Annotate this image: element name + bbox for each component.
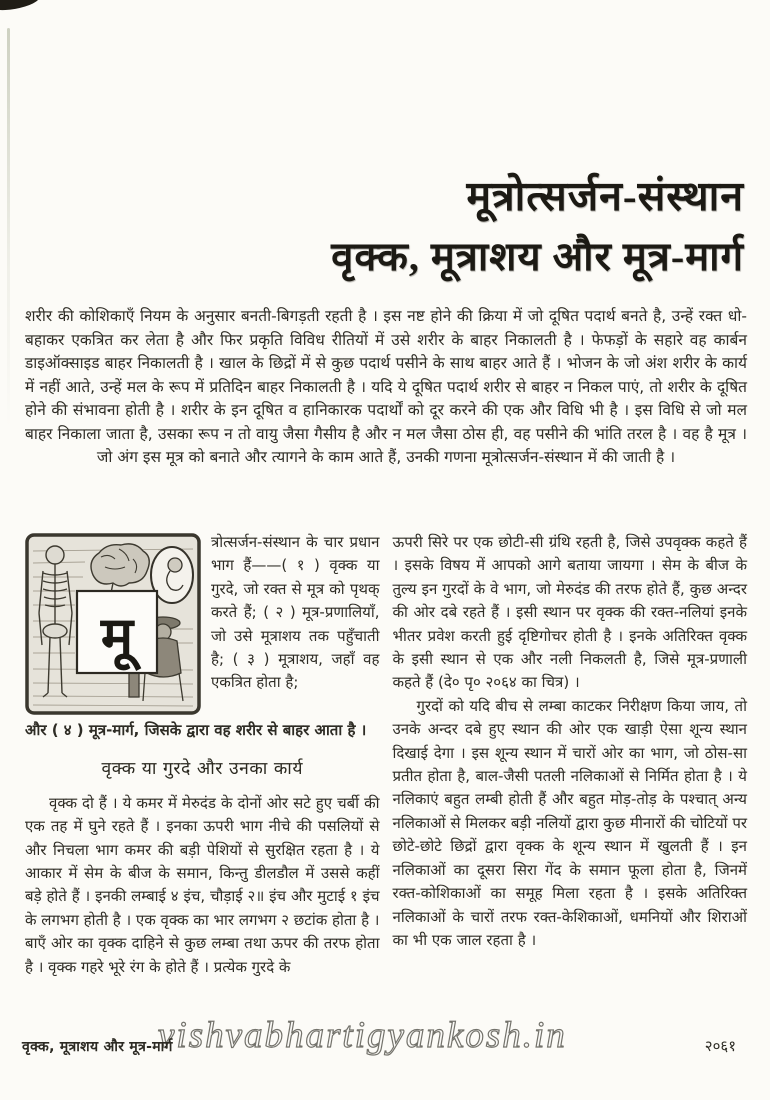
intro-paragraph: शरीर की कोशिकाएँ नियम के अनुसार बनती-बिगड़ती रहती है । इस नष्ट होने की क्रिया में जो दूषित पदार्थ बनते है, उन्हें रक्त धो-बहाकर एकत्रित कर लेता है और फिर प्रकृति विविध रीतियों में उसे शरीर के बाहर निकालती है । फेफड़ों के सहारे वह कार्बन डाइऑक्साइड बाहर निकालती है । खाल के छिद्रों में से कुछ पदार्थ पसीने के साथ बाहर आते हैं । भोजन के जो अंश शरीर के कार्य में नहीं आते, उन्हें मल के रूप में प्रतिदिन बाहर निकालती है । यदि ये दूषित पदार्थ शरीर से बाहर न निकल पाएं, तो शरीर के दूषित होने की संभावना होती है । शरीर के इन दूषित व हानिकारक पदार्थों को दूर करने की एक और विधि भी है । इस विधि से जो मल बाहर निकाला जाता है, उसका रूप न तो वायु जैसा गैसीय है और न मल जैसा ठोस ही, वह पसीने की भांति तरल है । वह है मूत्र । जो अंग इस मूत्र को बनाते और त्यागने के काम आते हैं, उनकी गणना मूत्रोत्सर्जन-संस्थान में की जाती है । bbox=[25, 307, 747, 466]
right-column-paragraph-2: गुरदों को यदि बीच से लम्बा काटकर निरीक्षण किया जाय, तो उनके अन्दर दबे हुए स्थान की ओर एक खाड़ी ऐसा शून्य स्थान दिखाई देगा । इस शून्य स्थान में चारों ओर का भाग, जो ठोस-सा प्रतीत होता है, बाल-जैसी पतली नलिकाओं से निर्मित होता है । ये नलिकाएं बहुत लम्बी होती हैं और बहुत मोड़-तोड़ के पश्चात् अन्य नलिकाओं से मिलकर बड़ी नलियों द्वारा कुछ मीनारों की चोटियों पर छोटे-छोटे छिद्रों द्वारा वृक्क के शून्य स्थान में खुलती हैं । इन नलिकाओं का दूसरा सिरा गेंद के समान फूला होता है, जिनमें रक्त-कोशिकाओं का समूह मिला रहता है । इसके अतिरिक्त नलिकाओं के चारों तरफ रक्त-केशिकाओं, धमनियों और शिराओं का भी एक जाल रहता है । bbox=[392, 696, 747, 949]
list-item-four: और ( ४ ) मूत्र-मार्ग, जिसके द्वारा वह शरीर से बाहर आता है । bbox=[25, 721, 367, 739]
scan-artifact-corner bbox=[0, 0, 41, 13]
section-heading: वृक्क या गुरदे और उनका कार्य bbox=[101, 759, 303, 780]
wrap-text: त्रोत्सर्जन-संस्थान के चार प्रधान भाग हैं——( १ ) वृक्क या गुरदे, जो रक्त से मूत्र को पृथक् करते हैं; ( २ ) मूत्र-प्रणालियाँ, जो उसे मूत्राशय तक पहुँचाती है; ( ३ ) मूत्राशय, जहाँ वह एकत्रित होता है; bbox=[211, 533, 380, 692]
site-watermark: vishvabhartigyankosh.in bbox=[158, 1015, 567, 1056]
two-column-body bbox=[25, 531, 747, 979]
page-footer bbox=[22, 1036, 748, 1056]
scan-artifact-edge bbox=[7, 28, 10, 428]
dropcap-letter: मू bbox=[100, 605, 134, 668]
dropcap-engraving-illustration bbox=[25, 533, 201, 715]
left-column bbox=[25, 531, 380, 979]
chapter-title-line2: वृक्क, मूत्राशय और मूत्र-मार्ग bbox=[331, 234, 744, 279]
right-column-paragraph-1: ऊपरी सिरे पर एक छोटी-सी ग्रंथि रहती है, जिसे उपवृक्क कहते हैं । इसके विषय में आपको आगे बताया जायगा । सेम के बीज के तुल्य इन गुरदों के वे भाग, जो मेरुदंड की तरफ होते हैं, कुछ अन्दर की ओर दबे रहते हैं । इसी स्थान पर वृक्क की रक्त-नलियां इनके भीतर प्रवेश करती हुई दृष्टिगोचर होती है । इनके अतिरिक्त वृक्क के इसी स्थान से एक और नली निकलती है, जिसे मूत्र-प्रणाली कहते हैं (दे० पृ० २०६४ का चित्र) । bbox=[392, 533, 747, 692]
chapter-title bbox=[331, 166, 744, 288]
page-number: २०६१ bbox=[704, 1037, 736, 1055]
right-column bbox=[393, 531, 748, 979]
chapter-title-line1: मूत्रोत्सर्जन-संस्थान bbox=[466, 173, 744, 219]
left-column-paragraph: वृक्क दो हैं । ये कमर में मेरुदंड के दोनों ओर सटे हुए चर्बी की एक तह में घुने रहते हैं । इनका ऊपरी भाग नीचे की पसलियों से और निचला भाग कमर की बड़ी पेशियों से सुरक्षित रहता है । ये आकार में सेम के बीज के समान, किन्तु डीलडौल में उससे कहीं बड़े होते हैं । इनकी लम्बाई ४ इंच, चौड़ाई २॥ इंच और मुटाई १ इंच के लगभग होती है । एक वृक्क का भार लगभग २ छटांक होता है । बाएँ ओर का वृक्क दाहिने से कुछ लम्बा तथा ऊपर की तरफ होता है । वृक्क गहरे भूरे रंग के होते हैं । प्रत्येक गुरदे के bbox=[25, 793, 380, 976]
running-title: वृक्क, मूत्राशय और मूत्र-मार्ग bbox=[22, 1039, 173, 1055]
